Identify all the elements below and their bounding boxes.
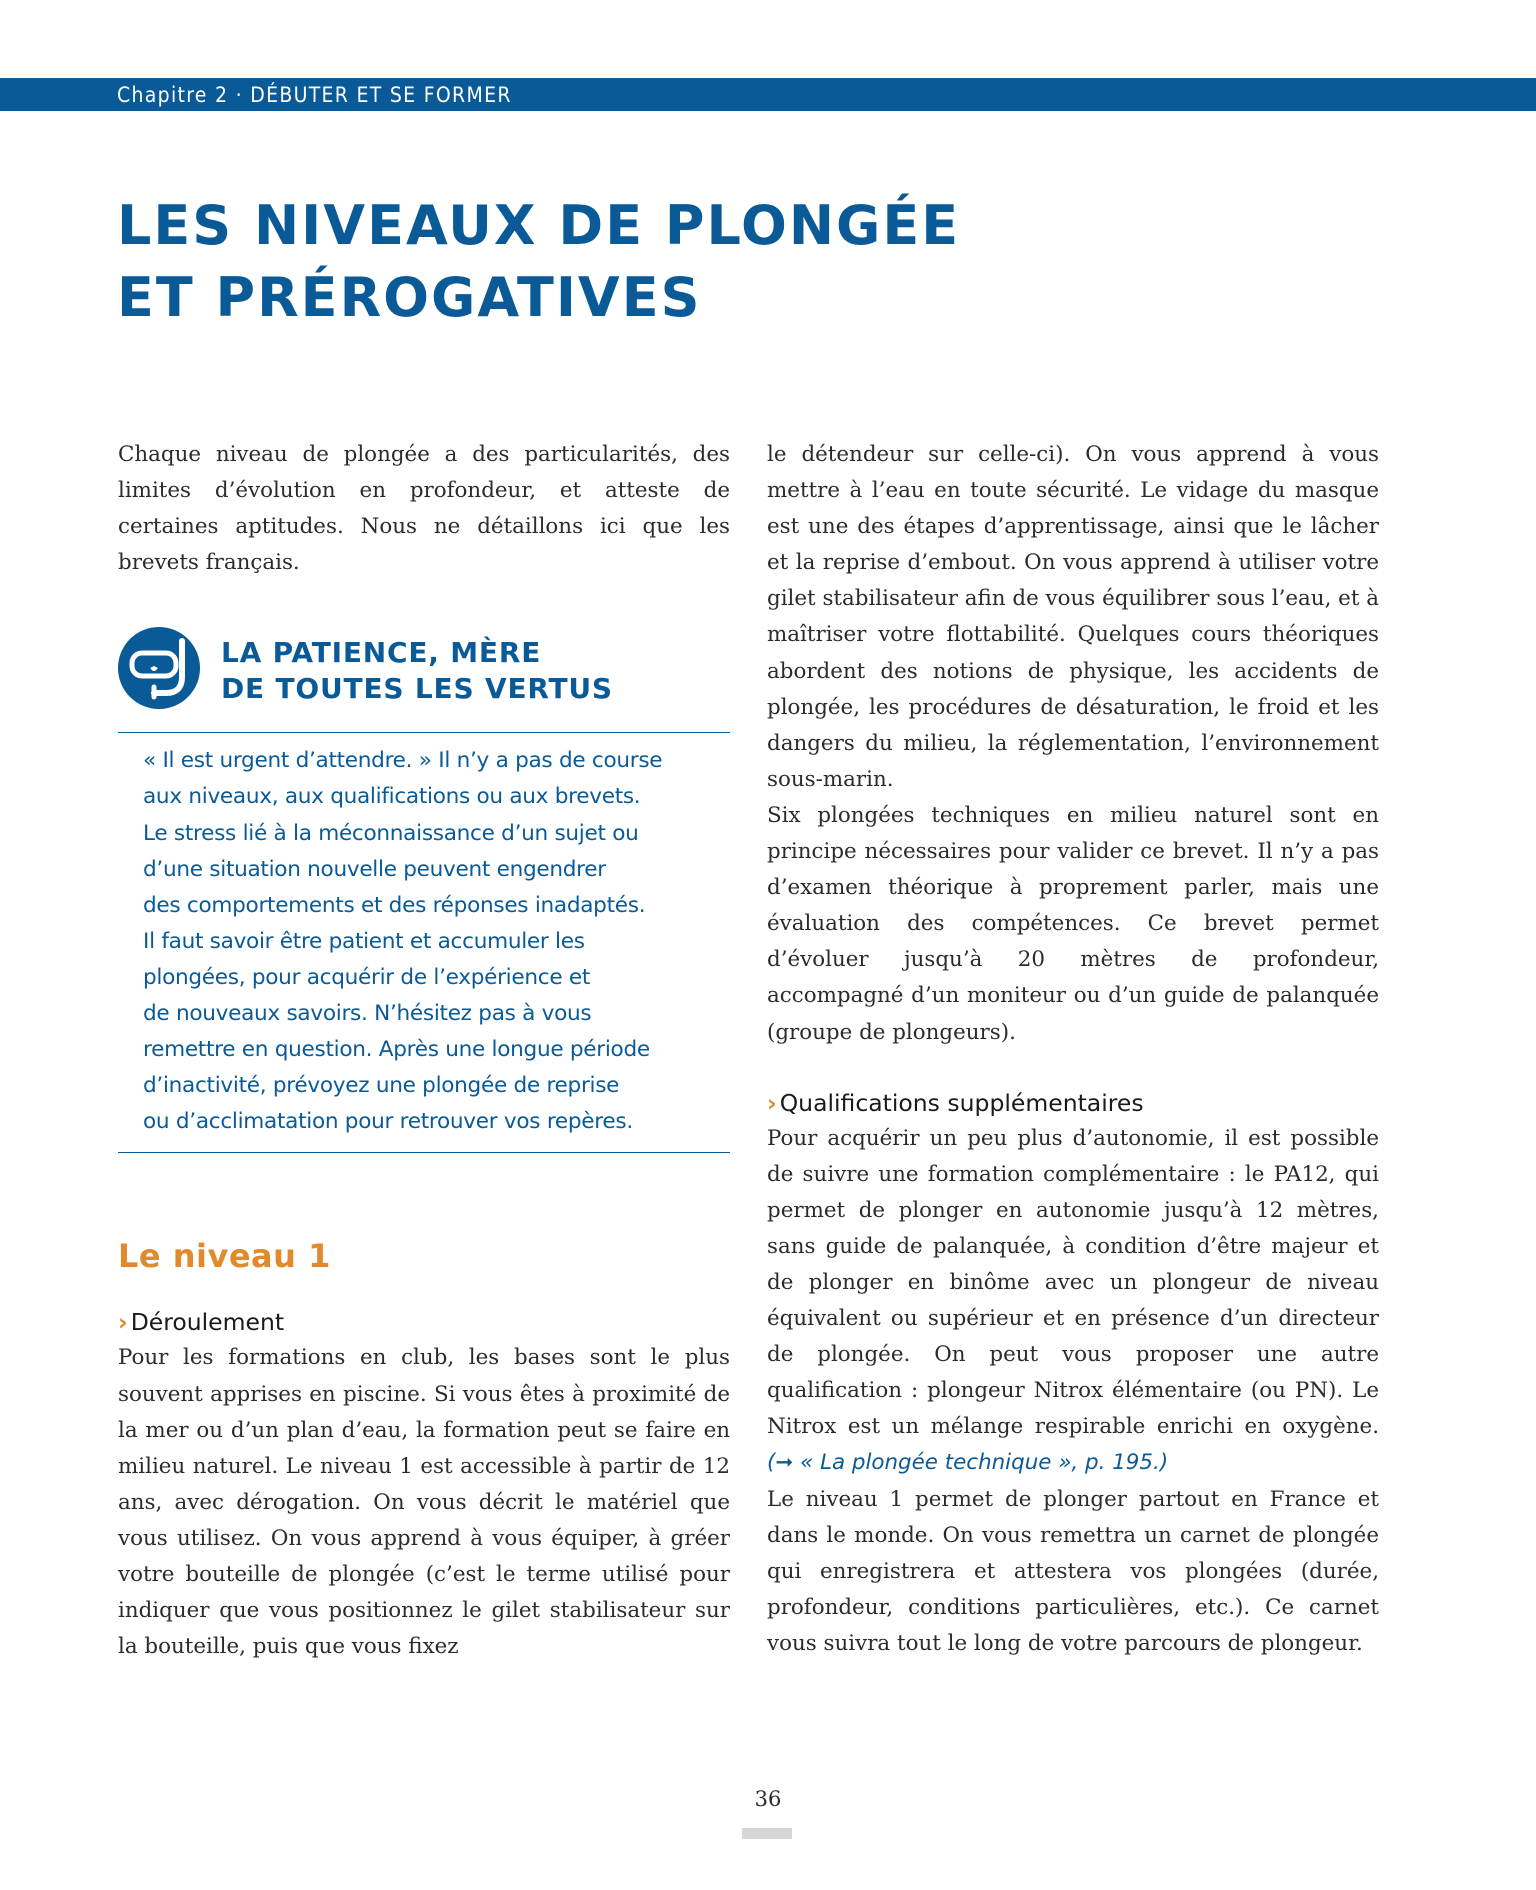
section-title-niveau-1: Le niveau 1 [118,1237,331,1276]
left-column [118,437,730,1665]
chapter-label: Chapitre 2 · DÉBUTER ET SE FORMER [117,83,512,107]
page-title-line-1: LES NIVEAUX DE PLONGÉE [117,194,961,257]
subhead-deroulement [118,1304,730,1340]
tip-box-title-line-2: DE TOUTES LES VERTUS [221,672,613,706]
tip-box-header [118,619,730,732]
tip-box-line: ou d’acclimatation pour retrouver vos repères. [143,1109,633,1135]
chevron-right-icon: › [118,1308,128,1337]
page-tab-marker [742,1828,792,1839]
tip-box-line: remettre en question. Après une longue période [143,1037,650,1063]
deroulement-paragraph-right: le détendeur sur celle-ci). On vous apprend à vous mettre à l’eau en toute sécurité. Le vidage du masque est une des étapes d’apprentissage, ainsi que le lâcher et la reprise d’embout. On vous apprend à utiliser votre gilet stabilisateur afin de vous équilibrer sous l’eau, et à maîtriser votre flottabilité. Quelques cours théoriques abordent des notions de physique, les accidents de plongée, les procédures de désaturation, le froid et les dangers du milieu, la réglementation, l’environnement sous-marin. [767,442,1379,792]
tip-box-line: aux niveaux, aux qualifications ou aux brevets. [143,784,641,810]
page-number: 36 [754,1787,782,1811]
subhead-qualifications-label: Qualifications supplémentaires [779,1088,1144,1117]
final-paragraph: Le niveau 1 permet de plonger partout en France et dans le monde. On vous remettra un carnet de plongée qui enregistrera et attestera vos plongées (durée, profondeur, conditions particulières, etc.). Ce carnet vous suivra tout le long de votre parcours de plongeur. [767,1486,1379,1656]
subhead-qualifications [767,1085,1379,1121]
tip-box-line: des comportements et des réponses inadaptés. [143,892,646,918]
intro-paragraph: Chaque niveau de plongée a des particularités, des limites d’évolution en profondeur, et atteste de certaines aptitudes. Nous ne détaillons ici que les brevets français. [118,442,730,576]
tip-box-line: de nouveaux savoirs. N’hésitez pas à vous [143,1001,592,1027]
tip-box-line: « Il est urgent d’attendre. » Il n’y a pas de course [143,748,663,774]
page-title [117,190,960,334]
chevron-right-icon: › [767,1088,777,1117]
deroulement-paragraph-left: Pour les formations en club, les bases sont le plus souvent apprises en piscine. Si vous êtes à proximité de la mer ou d’un plan d’eau, la formation peut se faire en milieu naturel. Le niveau 1 est accessible à partir de 12 ans, avec dérogation. On vous décrit le matériel que vous utilisez. On vous apprend à vous équiper, à gréer votre bouteille de plongée (c’est le terme utilisé pour indiquer que vous positionnez le gilet stabilisateur sur la bouteille, puis que vous fixez [118,1345,730,1660]
chapter-header-bar [0,78,1536,111]
right-column [767,437,1379,1662]
brevet-paragraph: Six plongées techniques en milieu naturel sont en principe nécessaires pour valider ce brevet. Il n’y a pas d’examen théorique à proprement parler, mais une évaluation des compétences. Ce brevet permet d’évoluer jusqu’à 20 mètres de profondeur, accompagné d’un moniteur ou d’un guide de palanquée (groupe de plongeurs). [767,802,1379,1045]
tip-box-text [118,733,730,1152]
tip-box-line: Il faut savoir être patient et accumuler les [143,928,585,954]
subhead-deroulement-label: Déroulement [130,1308,285,1337]
tip-box-title [221,635,613,707]
tip-box-line: d’inactivité, prévoyez une plongée de reprise [143,1073,620,1099]
qualifications-text: Pour acquérir un peu plus d’autonomie, il est possible de suivre une formation complémentaire : le PA12, qui permet de plonger en autonomie jusqu’à 12 mètres, sans guide de palanquée, à condition d’être majeur et de plonger en binôme avec un plongeur de niveau équivalent ou supérieur et en présence d’un directeur de plongée. On peut vous proposer une autre qualification : plongeur Nitrox élémentaire (ou PN). Le Nitrox est un mélange respirable enrichi en oxygène. [767,1125,1379,1440]
page-title-line-2: ET PRÉROGATIVES [117,266,702,329]
qualifications-paragraph [767,1121,1379,1482]
tip-box-line: d’une situation nouvelle peuvent engendrer [143,856,606,882]
tip-box-line: plongées, pour acquérir de l’expérience et [143,964,591,990]
snorkel-mask-icon [118,627,200,709]
tip-box-title-line-1: LA PATIENCE, MÈRE [221,636,542,670]
tip-box-bottom-rule [118,1152,730,1153]
tip-box-line: Le stress lié à la méconnaissance d’un sujet ou [143,820,639,846]
crossref-link[interactable]: (➞ « La plongée technique », p. 195.) [767,1450,1169,1476]
